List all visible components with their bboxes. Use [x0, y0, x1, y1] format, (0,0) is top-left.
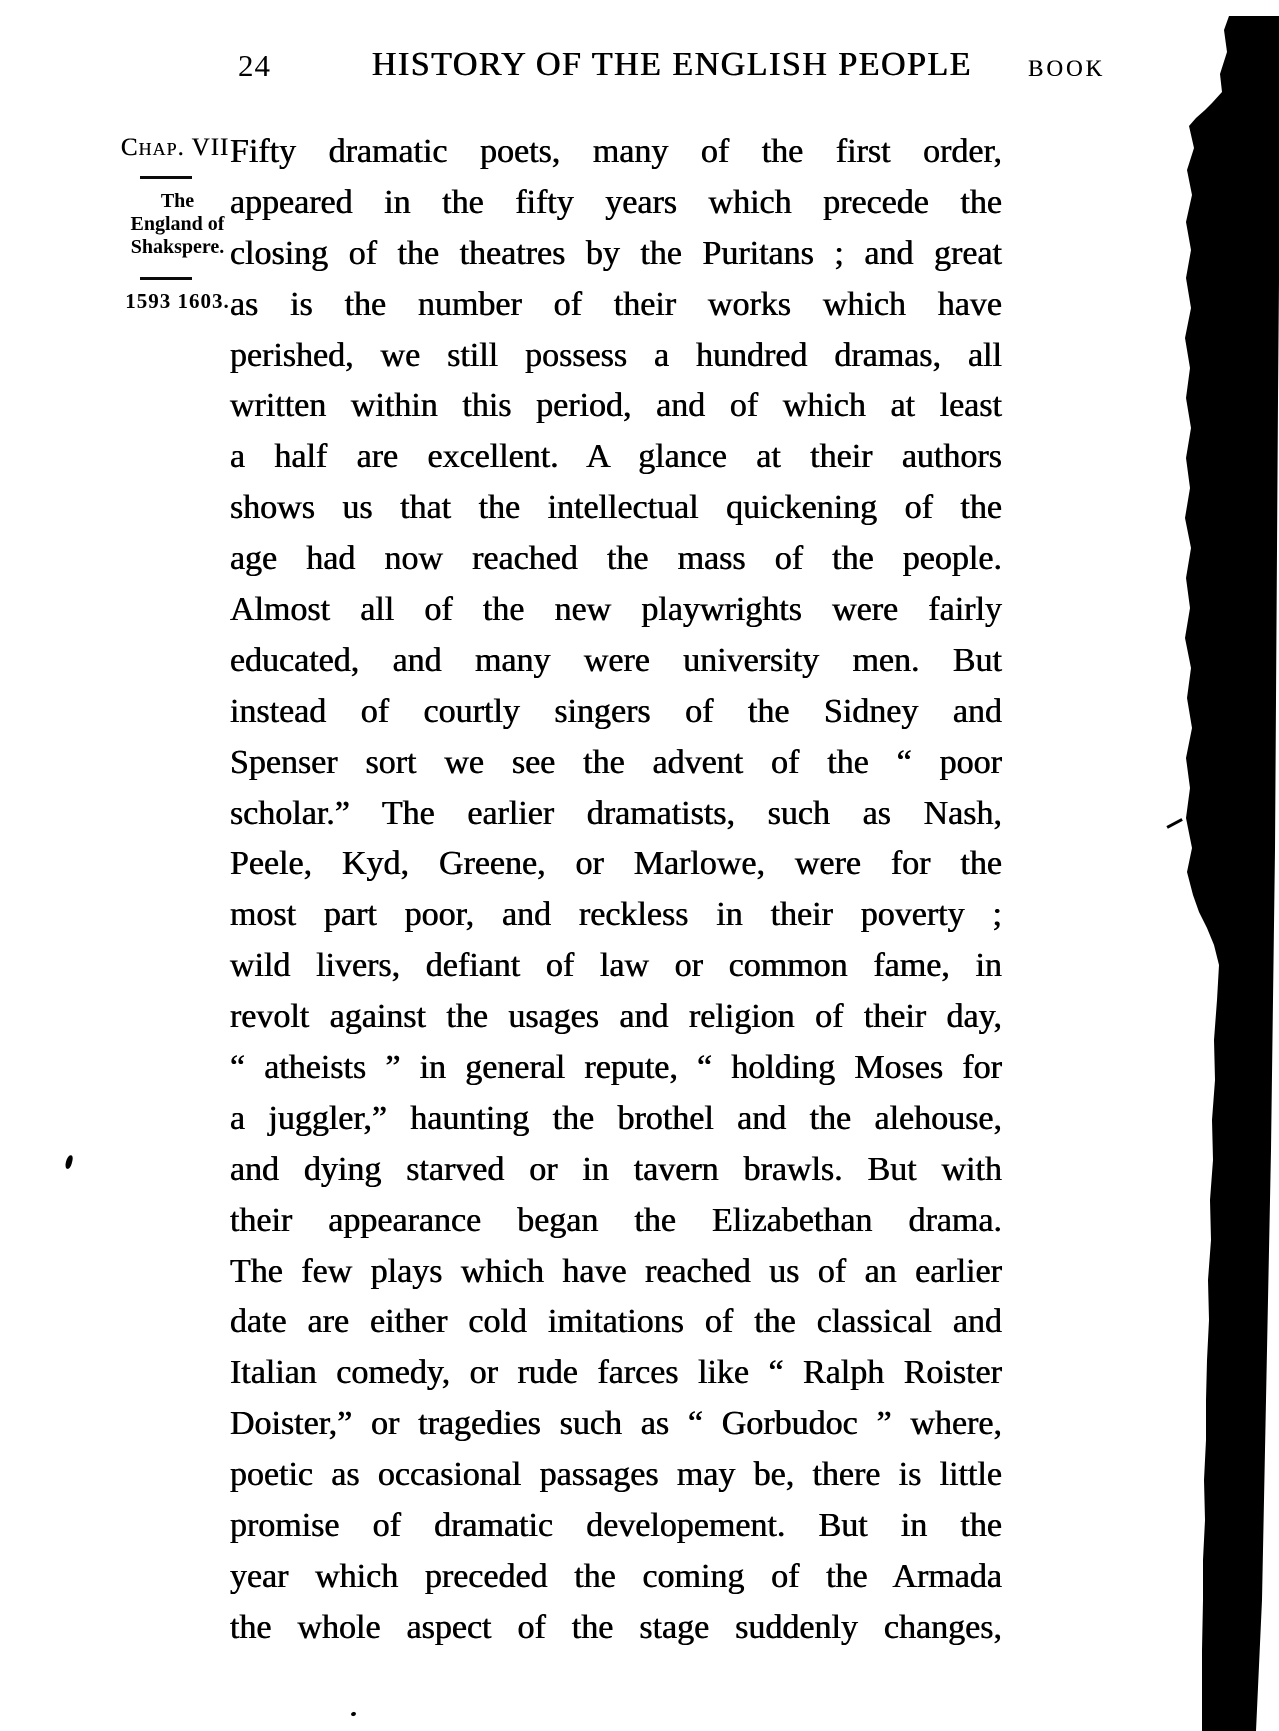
book-label: BOOK — [1028, 56, 1106, 81]
body-line: instead of courtly singers of the Sidney and — [230, 692, 1002, 730]
body-line: most part poor, and reckless in their poverty ; — [230, 896, 1002, 934]
body-line: Spenser sort we see the advent of the “ poor — [230, 743, 1002, 781]
body-line: year which preceded the coming of the Armada — [230, 1557, 1002, 1595]
date-note: 1593 1603. — [125, 289, 230, 313]
body-line: written within this period, and of which at least — [230, 387, 1002, 425]
body-line: date are either cold imitations of the classical and — [230, 1303, 1002, 1341]
side-note-line: England of — [130, 213, 225, 235]
body-line: The few plays which have reached us of an earlier — [230, 1252, 1002, 1290]
running-title: HISTORY OF THE ENGLISH PEOPLE — [371, 46, 973, 83]
body-line: Fifty dramatic poets, many of the first order, — [230, 133, 1002, 170]
chapter-note: Chap. VII — [120, 134, 230, 161]
body-line: perished, we still possess a hundred dramas, all — [230, 336, 1002, 374]
side-note-line: The — [160, 190, 195, 212]
body-line: a juggler,” haunting the brothel and the alehouse, — [230, 1099, 1002, 1137]
body-line: Italian comedy, or rude farces like “ Ralph Roister — [230, 1354, 1002, 1392]
body-line: “ atheists ” in general repute, “ holding Moses for — [230, 1049, 1002, 1087]
body-line: age had now reached the mass of the people. — [230, 540, 1002, 578]
scan-speck — [1166, 818, 1182, 828]
scan-speck — [350, 1711, 356, 1716]
body-line: educated, and many were university men. But — [230, 641, 1002, 679]
body-line: scholar.” The earlier dramatists, such as Nash, — [230, 794, 1002, 832]
body-line: and dying starved or in tavern brawls. But with — [230, 1150, 1002, 1188]
body-line: Almost all of the new playwrights were fairly — [230, 591, 1002, 629]
body-line: revolt against the usages and religion of their day, — [230, 998, 1002, 1036]
body-line: the whole aspect of the stage suddenly changes, — [230, 1608, 1002, 1646]
margin-rule — [140, 176, 192, 179]
body-line: Peele, Kyd, Greene, or Marlowe, were for the — [230, 845, 1002, 883]
margin-rule — [140, 277, 192, 280]
body-line: wild livers, defiant of law or common fame, in — [230, 947, 1002, 985]
body-line: shows us that the intellectual quickening of the — [230, 489, 1002, 527]
body-line: Doister,” or tragedies such as “ Gorbudoc ” where, — [230, 1405, 1002, 1443]
body-line: closing of the theatres by the Puritans ; and great — [230, 234, 1002, 272]
page-number: 24 — [238, 48, 271, 83]
body-line: poetic as occasional passages may be, there is little — [230, 1456, 1002, 1494]
body-text — [230, 127, 1002, 1654]
body-line: their appearance began the Elizabethan drama. — [230, 1201, 1002, 1239]
body-line: a half are excellent. A glance at their authors — [230, 438, 1002, 476]
side-note-line: Shakspere. — [130, 236, 225, 258]
body-line: promise of dramatic developement. But in the — [230, 1507, 1002, 1545]
scan-speck — [64, 1154, 73, 1169]
body-line: appeared in the fifty years which precede the — [230, 183, 1002, 221]
page-header — [0, 46, 1279, 86]
body-line: as is the number of their works which have — [230, 285, 1002, 323]
